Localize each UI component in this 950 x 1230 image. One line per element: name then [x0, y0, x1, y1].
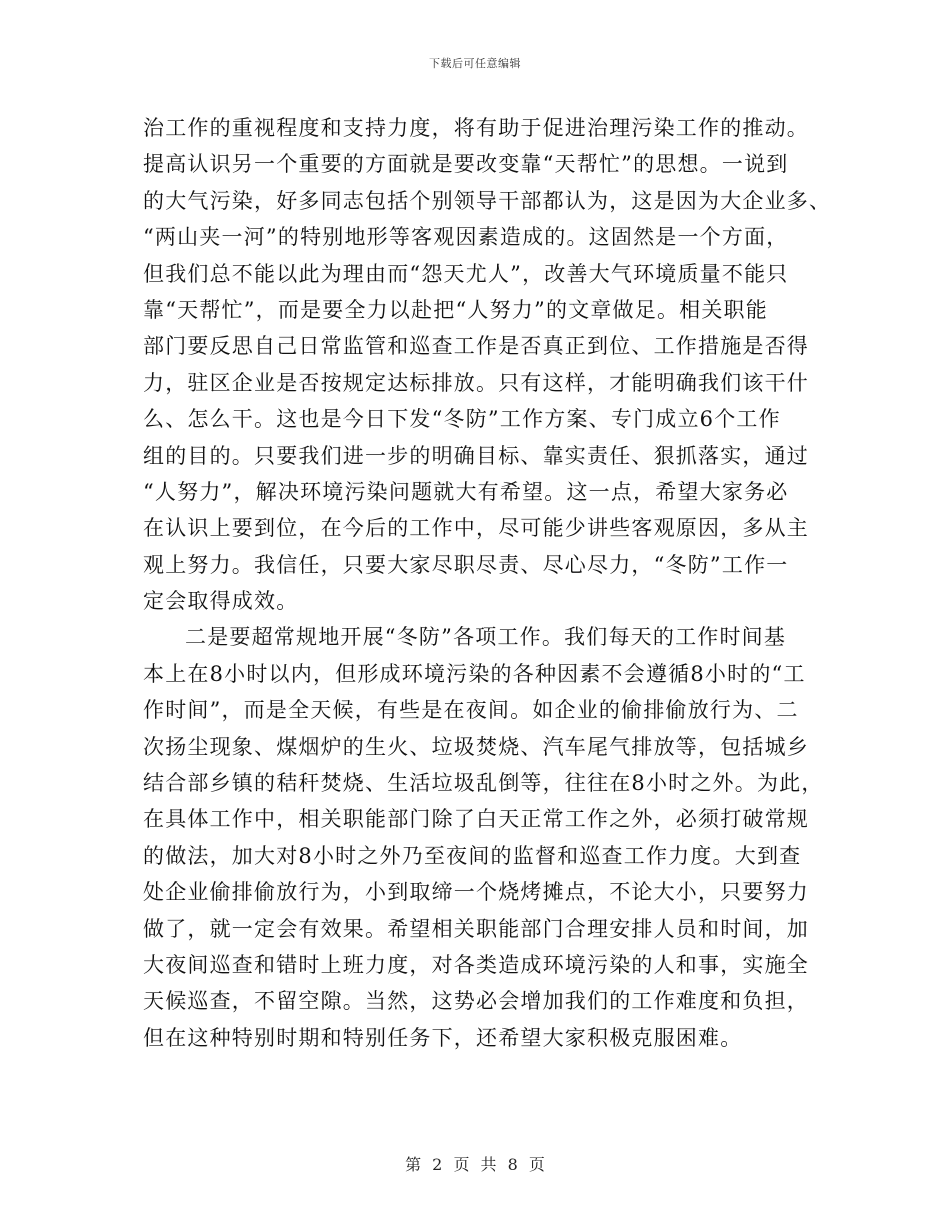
text-line: 天候巡查，不留空隙。当然，这势必会增加我们的工作难度和负担， — [143, 989, 809, 1014]
text-line: 但我们总不能以此为理由而“怨天尤人”，改善大气环境质量不能只 — [143, 261, 789, 286]
text-line: 提高认识另一个重要的方面就是要改变靠“天帮忙”的思想。一说到 — [143, 152, 789, 177]
text-line: “两山夹一河”的特别地形等客观因素造成的。这固然是一个方面， — [143, 225, 789, 250]
text-line: 的大气污染，好多同志包括个别领导干部都认为，这是因为大企业多、 — [143, 188, 832, 213]
text-line: 做了，就一定会有效果。希望相关职能部门合理安排人员和时间，加 — [143, 916, 809, 941]
text-line: 部门要反思自己日常监管和巡查工作是否真正到位、工作措施是否得 — [143, 334, 809, 359]
text-line: “人努力”，解决环境污染问题就大有希望。这一点，希望大家务必 — [143, 479, 789, 504]
paragraph-first-line: 二是要超常规地开展“冬防”各项工作。我们每天的工作时间基 — [185, 625, 787, 650]
text-line: 处企业偷排偷放行为，小到取缔一个烧烤摊点，不论大小，只要努力 — [143, 880, 809, 905]
text-line: 观上努力。我信任，只要大家尽职尽责、尽心尽力，“冬防”工作一 — [143, 552, 789, 577]
text-line: 大夜间巡查和错时上班力度，对各类造成环境污染的人和事，实施全 — [143, 952, 809, 977]
text-line: 在认识上要到位，在今后的工作中，尽可能少讲些客观原因，多从主 — [143, 516, 809, 541]
text-line: 治工作的重视程度和支持力度，将有助于促进治理污染工作的推动。 — [143, 116, 809, 140]
text-line: 力，驻区企业是否按规定达标排放。只有这样，才能明确我们该干什 — [143, 370, 809, 395]
text-line: 定会取得成效。 — [143, 589, 299, 614]
page-header: 下载后可任意编辑 — [429, 57, 521, 70]
text-line: 本上在8小时以内，但形成环境污染的各种因素不会遵循8小时的“工 — [143, 661, 806, 686]
text-line: 次扬尘现象、煤烟炉的生火、垃圾焚烧、汽车尾气排放等，包括城乡 — [143, 734, 809, 759]
text-line: 组的目的。只要我们进一步的明确目标、靠实责任、狠抓落实，通过 — [143, 443, 809, 468]
text-line: 但在这种特别时期和特别任务下，还希望大家积极克服困难。 — [143, 1025, 743, 1050]
text-line: 的做法，加大对8小时之外乃至夜间的监督和巡查工作力度。大到查 — [143, 843, 802, 868]
page-footer: 第 2 页 共 8 页 — [405, 1155, 545, 1174]
text-line: 靠“天帮忙”，而是要全力以赴把“人努力”的文章做足。相关职能 — [143, 297, 768, 322]
text-line: 结合部乡镇的秸秆焚烧、生活垃圾乱倒等，往往在8小时之外。为此， — [143, 771, 824, 796]
text-line: 在具体工作中，相关职能部门除了白天正常工作之外，必须打破常规 — [143, 807, 809, 832]
document-body — [143, 110, 832, 1056]
text-line: 作时间”，而是全天候，有些是在夜间。如企业的偷排偷放行为、二 — [143, 698, 799, 723]
text-line: 么、怎么干。这也是今日下发“冬防”工作方案、专门成立6个工作 — [143, 407, 781, 432]
